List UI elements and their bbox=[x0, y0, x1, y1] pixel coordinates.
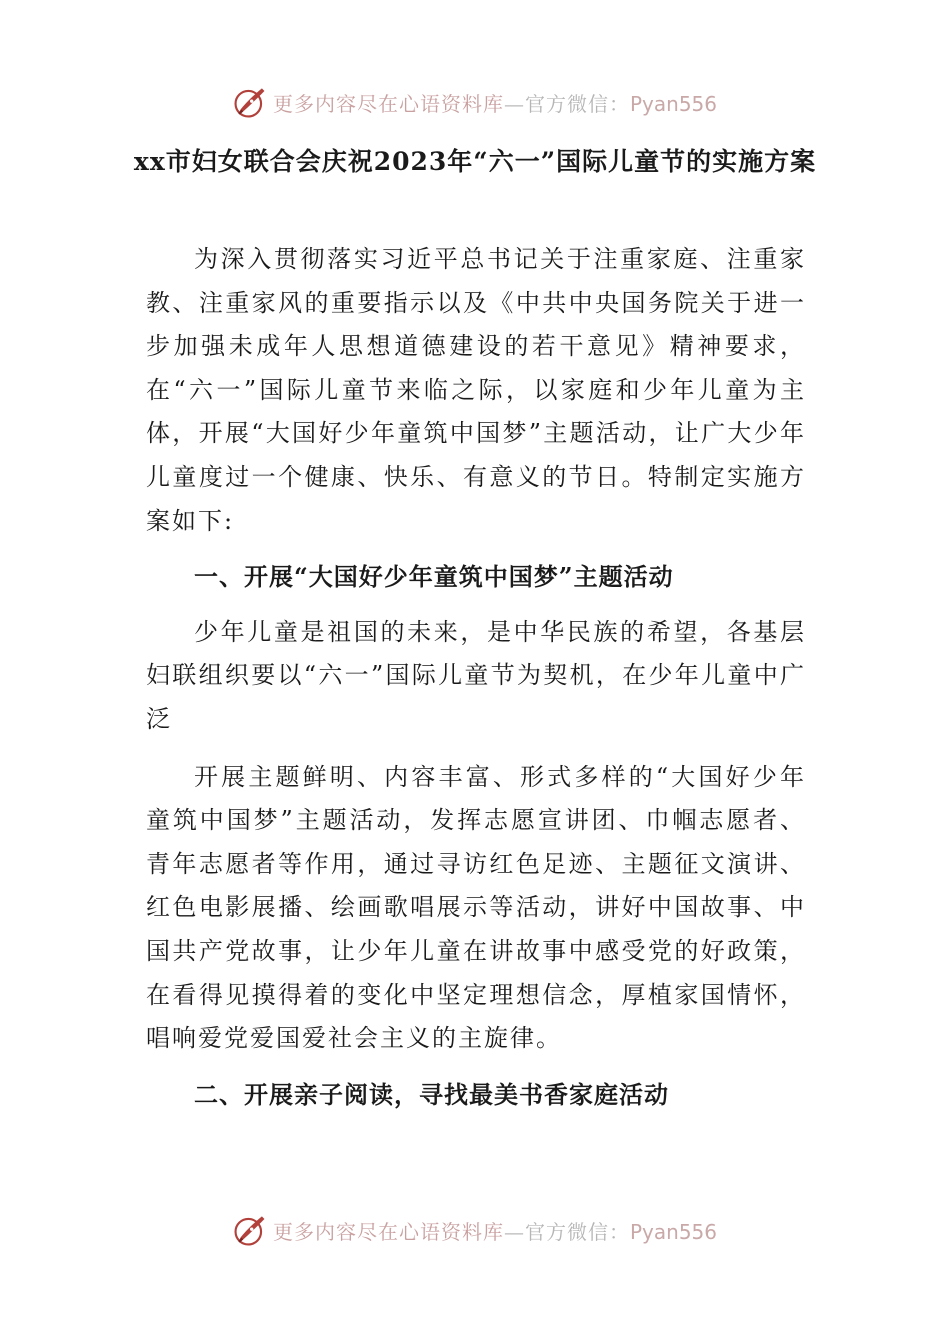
document-body bbox=[146, 238, 806, 1116]
watermark-site: 更多内容尽在心语资料库 bbox=[272, 1219, 504, 1244]
section-heading-2: 二、开展亲子阅读，寻找最美书香家庭活动 bbox=[194, 1079, 669, 1109]
watermark-separator: — bbox=[503, 91, 525, 116]
watermark-label: 官方微信： bbox=[524, 91, 630, 116]
watermark-wechat-id: Pyan556 bbox=[629, 91, 717, 116]
watermark-site: 更多内容尽在心语资料库 bbox=[272, 91, 504, 116]
section-heading-1: 一、开展“大国好少年童筑中国梦”主题活动 bbox=[194, 562, 674, 592]
section-1-paragraph-2: 开展主题鲜明、内容丰富、形式多样的“大国好少年童筑中国梦”主题活动，发挥志愿宣讲团、巾帼志愿者、青年志愿者等作用，通过寻访红色足迹、主题征文演讲、红色电影展播、绘画歌唱展示等活动，讲好中国故事、中国共产党故事，让少年儿童在讲故事中感受党的好政策，在看得见摸得着的变化中坚定理想信念，厚植家国情怀，唱响爱党爱国爱社会主义的主旋律。 bbox=[146, 762, 806, 1053]
section-1-paragraph-1: 少年儿童是祖国的未来，是中华民族的希望，各基层妇联组织要以“六一”国际儿童节为契机，在少年儿童中广泛 bbox=[146, 617, 806, 733]
intro-paragraph: 为深入贯彻落实习近平总书记关于注重家庭、注重家教、注重家风的重要指示以及《中共中央国务院关于进一步加强未成年人思想道德建设的若干意见》精神要求，在“六一”国际儿童节来临之际，以家庭和少年儿童为主体，开展“大国好少年童筑中国梦”主题活动，让广大少年儿童度过一个健康、快乐、有意义的节日。特制定实施方案如下: bbox=[146, 245, 806, 535]
watermark-footer bbox=[0, 1210, 950, 1250]
watermark-wechat-id: Pyan556 bbox=[629, 1219, 717, 1244]
watermark-header bbox=[0, 82, 950, 122]
pen-nib-logo-icon bbox=[233, 85, 267, 119]
watermark-separator: — bbox=[503, 1219, 525, 1244]
watermark-text bbox=[273, 88, 717, 117]
document-title: xx市妇女联合会庆祝2023年“六一”国际儿童节的实施方案 bbox=[133, 147, 817, 176]
pen-nib-logo-icon bbox=[233, 1213, 267, 1247]
watermark-text bbox=[273, 1216, 717, 1245]
watermark-label: 官方微信： bbox=[524, 1219, 630, 1244]
